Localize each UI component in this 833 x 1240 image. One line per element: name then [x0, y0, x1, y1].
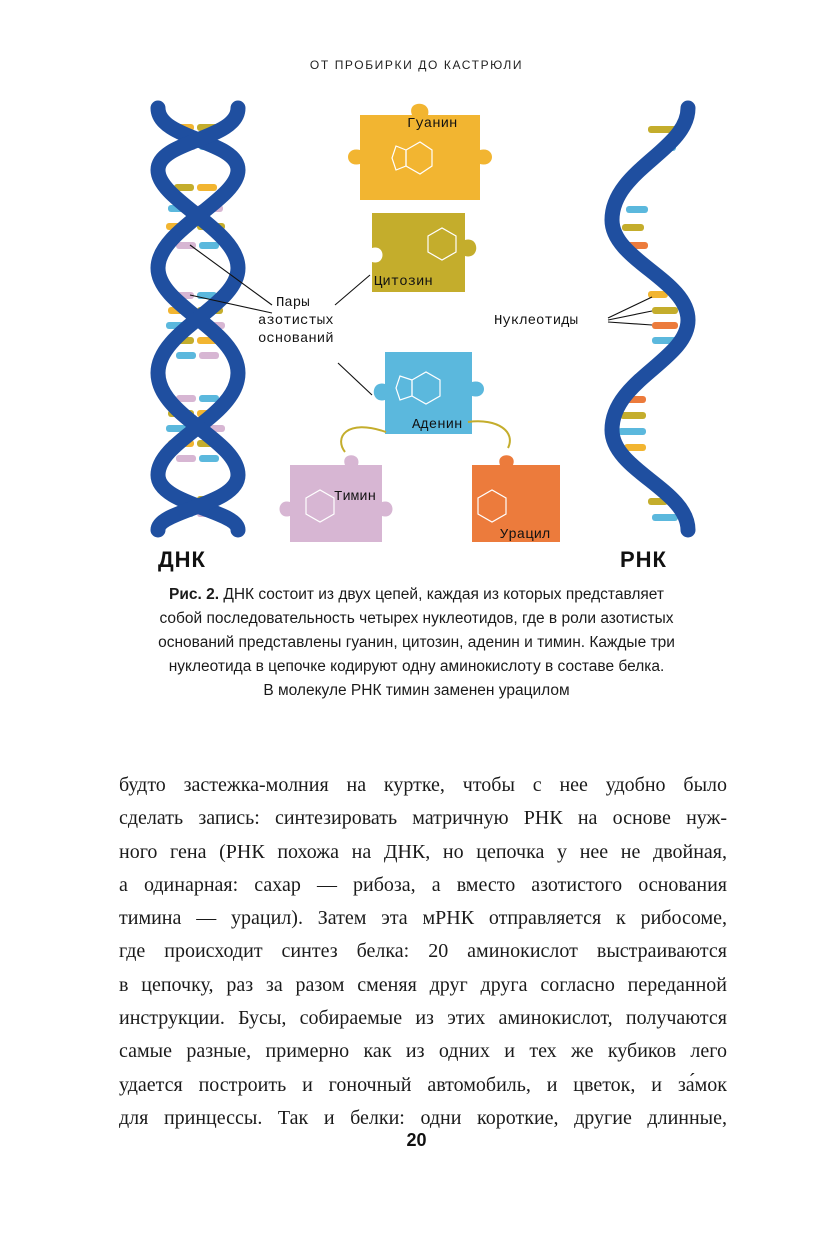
body-line-3: ного гена (РНК похожа на ДНК, но цепочка у нее не двойная, — [119, 840, 727, 863]
caption-line-4: нуклеотида в цепочке кодируют одну аминокислоту в составе белка. — [168, 658, 665, 675]
rna-backbone — [612, 108, 688, 530]
guanine-piece — [348, 104, 492, 200]
dna-label: ДНК — [158, 547, 206, 572]
cytosine-piece — [372, 213, 476, 292]
dna-rna-illustration — [0, 95, 833, 575]
figure-caption — [100, 583, 733, 703]
body-line-10: удается построить и гоночный автомобиль, и цветок, и за́мок — [119, 1073, 727, 1096]
uracil-label: Урацил — [500, 527, 551, 543]
body-line-5: тимина — урацил). Затем эта мРНК отправляется к рибосоме, — [119, 907, 727, 930]
rna-label: РНК — [620, 547, 667, 572]
body-line-4: а одинарная: сахар — рибоза, а вместо азотистого основания — [119, 873, 727, 896]
running-head: ОТ ПРОБИРКИ ДО КАСТРЮЛИ — [309, 58, 524, 72]
pairs-label-line-2: азотистых — [258, 313, 334, 329]
body-line-6: где происходит синтез белка: 20 аминокислот выстраиваются — [119, 940, 727, 963]
caption-line-5: В молекуле РНК тимин заменен урацилом — [263, 682, 570, 699]
body-line-1: будто застежка-молния на куртке, чтобы с нее удобно было — [119, 774, 727, 796]
uracil-piece — [472, 455, 560, 543]
dna-backbone — [158, 108, 238, 530]
caption-line-1: ДНК состоит из двух цепей, каждая из которых представляет — [223, 586, 664, 603]
body-line-11: для принцессы. Так и белки: одни короткие, другие длинные, — [119, 1106, 727, 1129]
thymine-piece — [280, 455, 393, 542]
body-text — [119, 769, 727, 1135]
cytosine-label: Цитозин — [374, 274, 433, 290]
adenine-label: Аденин — [412, 417, 463, 433]
nucleotides-label: Нуклеотиды — [494, 313, 579, 329]
body-line-7: в цепочку, раз за разом сменяя друг друга согласно переданной — [119, 973, 727, 996]
guanine-label: Гуанин — [407, 116, 458, 132]
page-number: 20 — [406, 1130, 427, 1150]
adenine-piece — [374, 352, 484, 434]
body-line-9: самые разные, примерно как из одних и тех же кубиков лего — [119, 1040, 727, 1063]
caption-line-2: собой последовательность четырех нуклеотидов, где в роли азотистых — [159, 610, 674, 627]
thymine-label: Тимин — [334, 489, 377, 505]
pairs-label-line-3: оснований — [258, 331, 334, 347]
body-line-8: инструкции. Бусы, собираемые из этих аминокислот, получаются — [119, 1007, 727, 1030]
body-line-2: сделать запись: синтезировать матричную РНК на основе нуж- — [119, 807, 727, 830]
caption-line-3: оснований представлены гуанин, цитозин, аденин и тимин. Каждые три — [158, 634, 675, 651]
caption-label: Рис. 2. — [169, 586, 220, 603]
pairs-label-line-1: Пары — [276, 295, 310, 311]
figure-dna-rna — [0, 95, 833, 575]
